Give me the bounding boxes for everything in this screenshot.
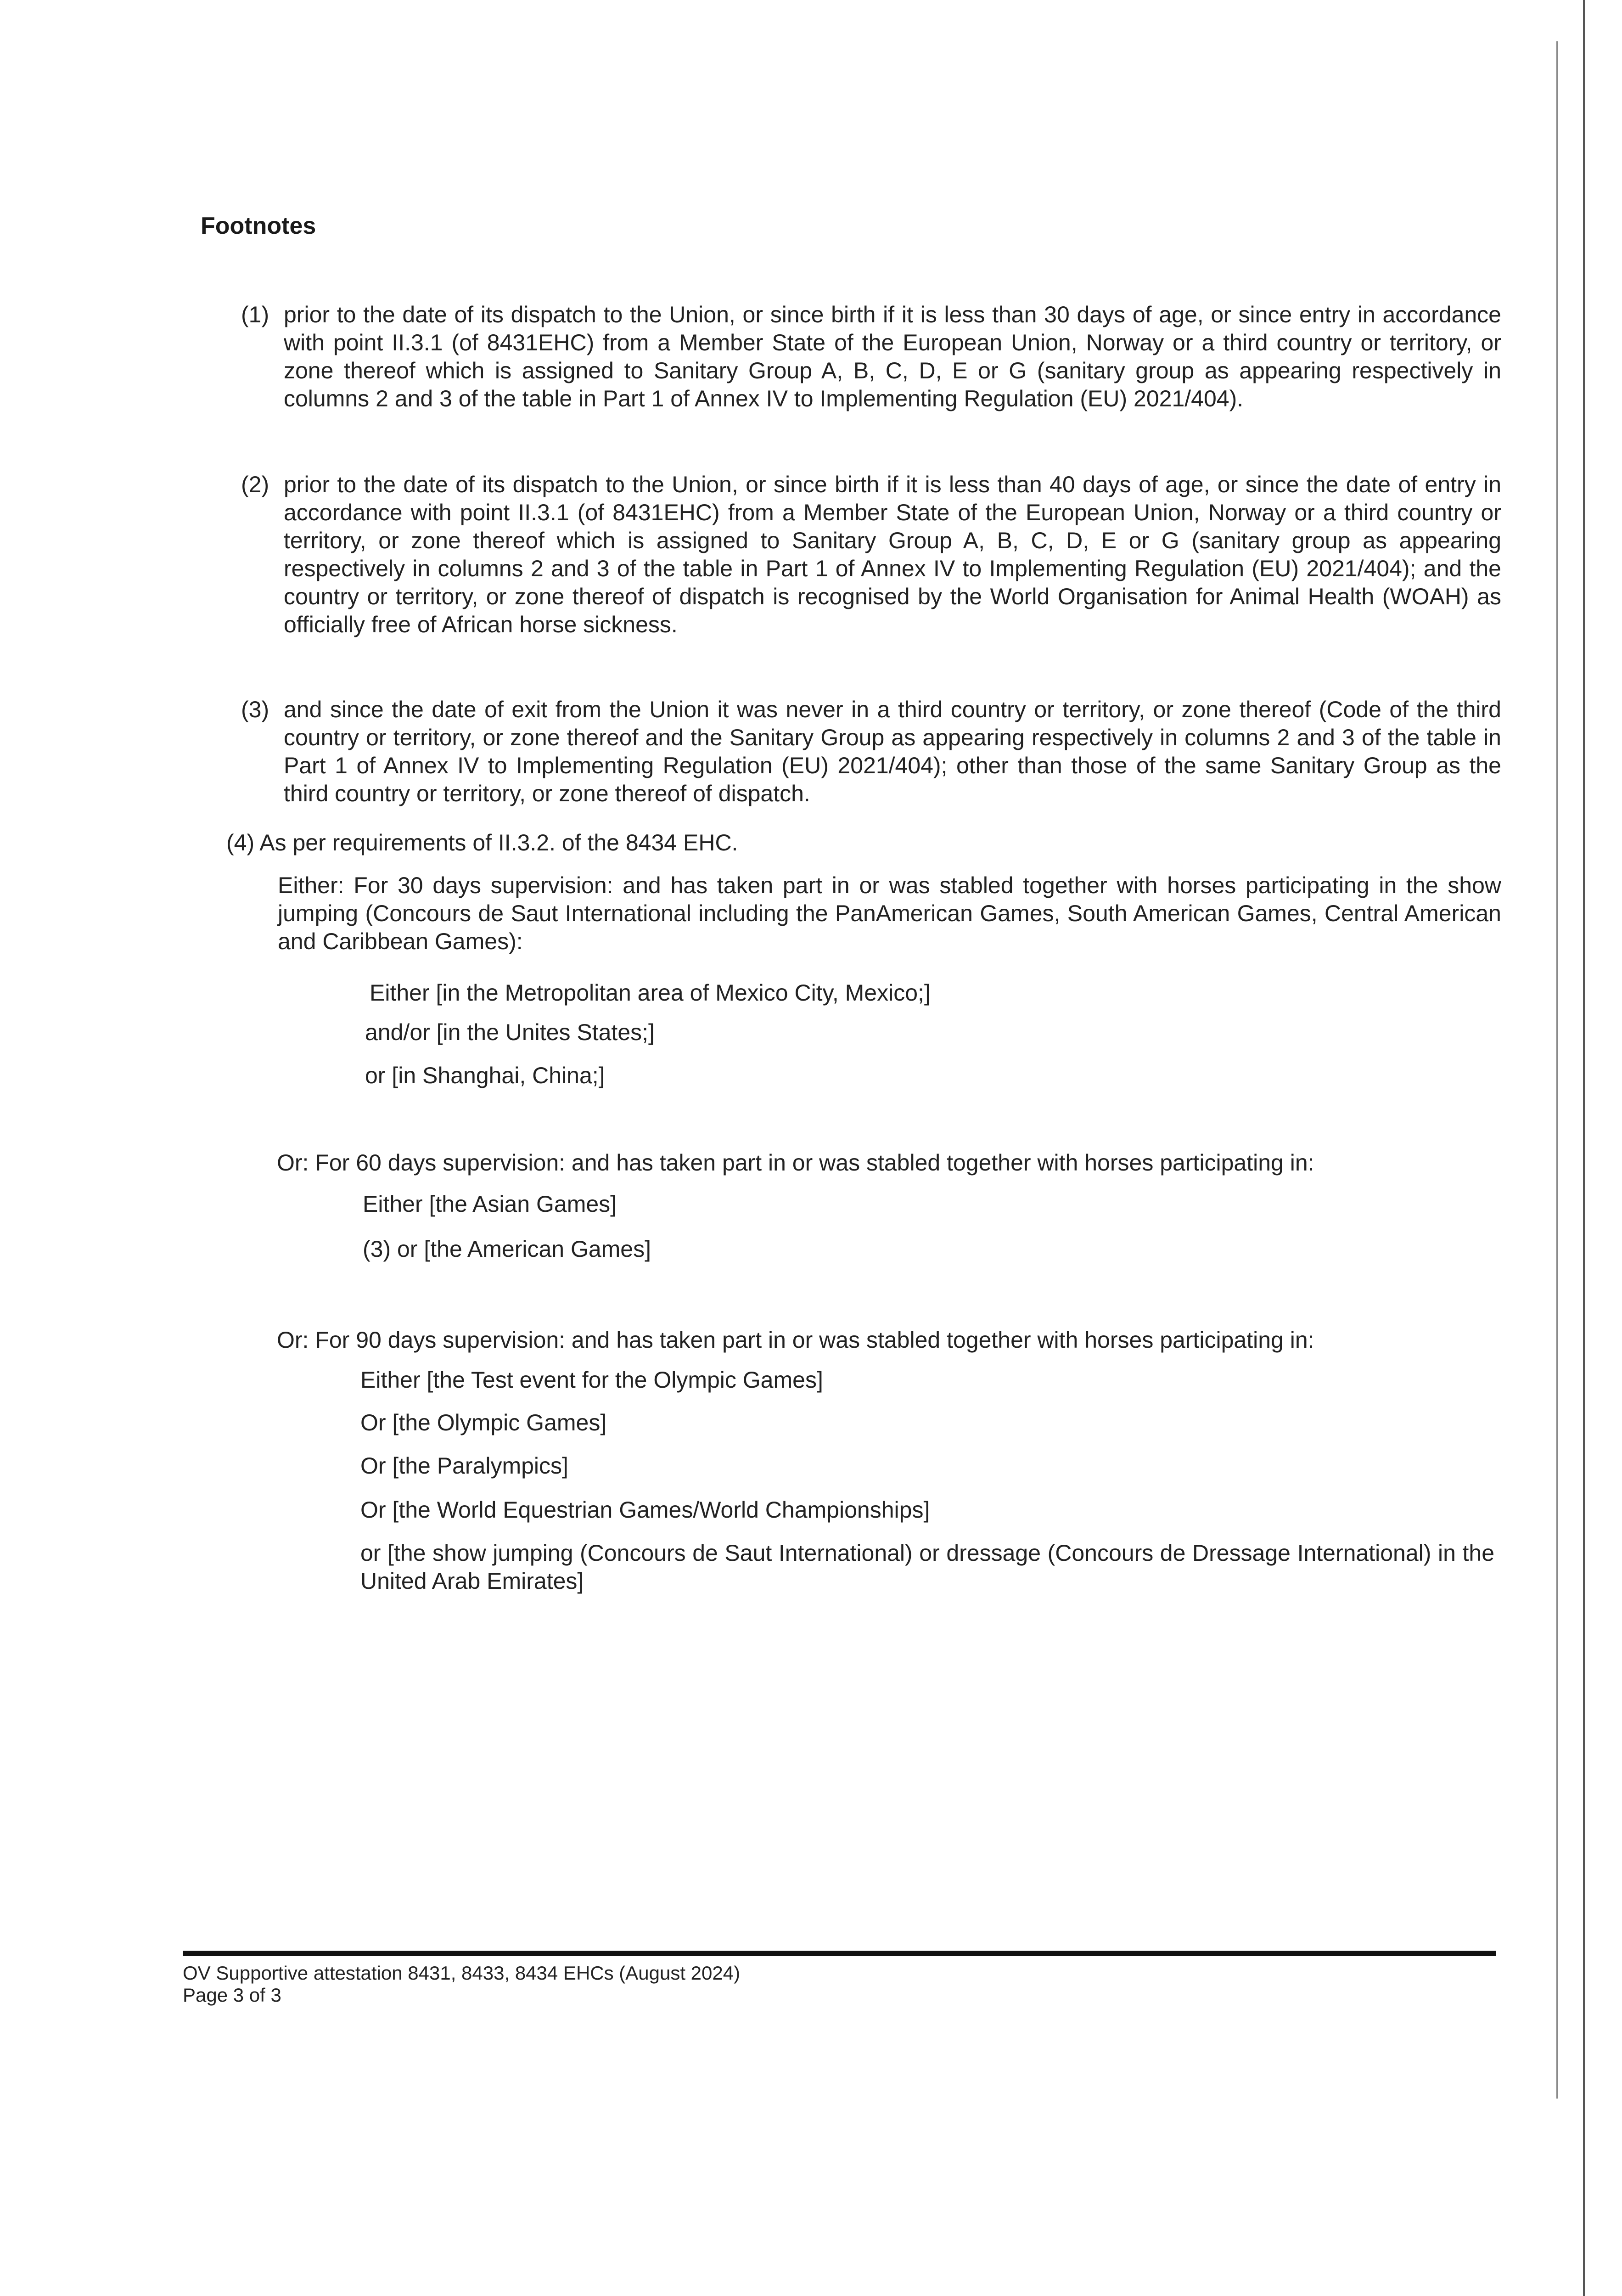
option-30-item-2: and/or [in the Unites States;] xyxy=(365,1019,655,1045)
footnote-2 xyxy=(241,471,1501,639)
option-60-item-1: Either [the Asian Games] xyxy=(363,1191,617,1217)
option-60-intro: Or: For 60 days supervision: and has taken part in or was stabled together with horses participating in: xyxy=(277,1150,1314,1176)
footer-page-number: Page 3 of 3 xyxy=(183,1984,281,2006)
option-90-item-2: Or [the Olympic Games] xyxy=(360,1410,607,1435)
footnote-2-number: (2) xyxy=(241,472,269,497)
footnote-3-number: (3) xyxy=(241,697,269,722)
footer-divider xyxy=(183,1951,1496,1956)
option-90-item-1: Either [the Test event for the Olympic Games] xyxy=(360,1367,823,1393)
option-90-item-4: Or [the World Equestrian Games/World Championships] xyxy=(360,1497,930,1523)
option-90-item-3: Or [the Paralympics] xyxy=(360,1453,568,1479)
option-60-item-2: (3) or [the American Games] xyxy=(363,1236,651,1262)
option-90-item-5: or [the show jumping (Concours de Saut International) or dressage (Concours de Dressage International) in the United Arab Emirates] xyxy=(360,1540,1494,1594)
footnote-4: (4) As per requirements of II.3.2. of the 8434 EHC. xyxy=(226,830,738,855)
option-90-intro: Or: For 90 days supervision: and has taken part in or was stabled together with horses participating in: xyxy=(277,1327,1314,1353)
footnote-3-text: and since the date of exit from the Union it was never in a third country or territory, or zone thereof (Code of the third country or territory, or zone thereof and the Sanitary Group as appearing respectively in columns 2 and 3 of the table in Part 1 of Annex IV to Implementing Regulation (EU) 2021/404); other than those of the same Sanitary Group as the third country or territory, or zone thereof of dispatch. xyxy=(284,697,1501,806)
option-30-intro: Either: For 30 days supervision: and has taken part in or was stabled together with horses participating in the show jumping (Concours de Saut International including the PanAmerican Games, South American Games, Central American and Caribbean Games): xyxy=(278,872,1501,954)
scan-edge-outer xyxy=(1583,0,1585,2296)
scan-edge-inner xyxy=(1556,41,1558,2099)
option-30-item-1: Either [in the Metropolitan area of Mexico City, Mexico;] xyxy=(370,980,931,1006)
footnote-3 xyxy=(241,696,1501,808)
option-30-item-3: or [in Shanghai, China;] xyxy=(365,1063,605,1088)
footnotes-heading: Footnotes xyxy=(201,213,316,239)
footnote-1-text: prior to the date of its dispatch to the Union, or since birth if it is less than 30 days of age, or since entry in accordance with point II.3.1 (of 8431EHC) from a Member State of the European Union, Norway or a third country or territory, or zone thereof which is assigned to Sanitary Group A, B, C, D, E or G (sanitary group as appearing respectively in columns 2 and 3 of the table in Part 1 of Annex IV to Implementing Regulation (EU) 2021/404). xyxy=(284,302,1501,411)
footnote-1-number: (1) xyxy=(241,302,269,327)
footer-title: OV Supportive attestation 8431, 8433, 8434 EHCs (August 2024) xyxy=(183,1962,741,1984)
footnote-2-text: prior to the date of its dispatch to the Union, or since birth if it is less than 40 days of age, or since the date of entry in accordance with point II.3.1 (of 8431EHC) from a Member State of the European Union, Norway or a third country or territory, or zone thereof which is assigned to Sanitary Group A, B, C, D, E or G (sanitary group as appearing respectively in columns 2 and 3 of the table in Part 1 of Annex IV to Implementing Regulation (EU) 2021/404); and the country or territory, or zone thereof of dispatch is recognised by the World Organisation for Animal Health (WOAH) as officially free of African horse sickness. xyxy=(284,472,1501,637)
footnote-1 xyxy=(241,301,1501,413)
